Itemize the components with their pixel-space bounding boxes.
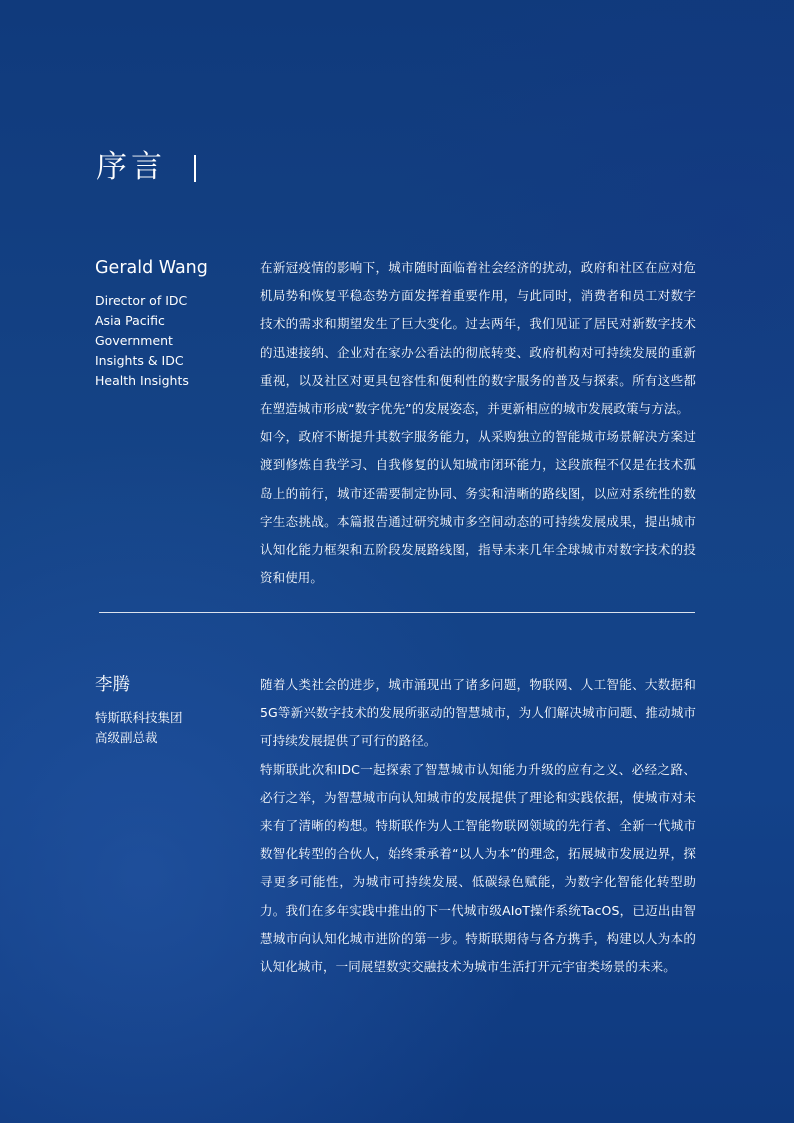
foreword-body	[260, 671, 696, 981]
paragraph: 特斯联此次和IDC一起探索了智慧城市认知能力升级的应有之义、必经之路、必行之举，为智慧城市向认知城市的发展提供了理论和实践依据，使城市对未来有了清晰的构想。特斯联作为人工智能物联网领域的先行者、全新一代城市数智化转型的合伙人，始终秉承着“以人为本”的理念，拓展城市发展边界，探寻更多可能性，为城市可持续发展、低碳绿色赋能，为数字化智能化转型助力。我们在多年实践中推出的下一代城市级AIoT操作系统TacOS，已迈出由智慧城市向认知化城市进阶的第一步。特斯联期待与各方携手，构建以人为本的认知化城市，一同展望数实交融技术为城市生活打开元宇宙类场景的未来。	[260, 761, 696, 975]
author-name: 李腾	[95, 675, 130, 695]
paragraph: 如今，政府不断提升其数字服务能力，从采购独立的智能城市场景解决方案过渡到修炼自我学习、自我修复的认知城市闭环能力，这段旅程不仅是在技术孤岛上的前行，城市还需要制定协同、务实和清晰的路线图，以应对系统性的数字生态挑战。本篇报告通过研究城市多空间动态的可持续发展成果，提出城市认知化能力框架和五阶段发展路线图，指导未来几年全球城市对数字技术的投资和使用。	[260, 429, 696, 586]
page-title: 序言	[96, 149, 166, 185]
author-block	[95, 254, 255, 391]
foreword-body	[260, 254, 696, 592]
paragraph: 随着人类社会的进步，城市涌现出了诸多问题，物联网、人工智能、大数据和5G等新兴数字技术的发展所驱动的智慧城市，为人们解决城市问题、推动城市可持续发展提供了可行的路径。	[260, 677, 696, 749]
author-block	[95, 671, 255, 748]
title-divider-bar	[194, 155, 196, 182]
author-role: 特斯联科技集团高级副总裁	[95, 710, 183, 745]
paragraph: 在新冠疫情的影响下，城市随时面临着社会经济的扰动，政府和社区在应对危机局势和恢复平稳态势方面发挥着重要作用，与此同时，消费者和员工对数字技术的需求和期望发生了巨大变化。过去两年，我们见证了居民对新数字技术的迅速接纳、企业对在家办公看法的彻底转变、政府机构对可持续发展的重新重视，以及社区对更具包容性和便利性的数字服务的普及与探索。所有这些都在塑造城市形成“数字优先”的发展姿态，并更新相应的城市发展政策与方法。	[260, 260, 696, 417]
page-title-row	[96, 142, 196, 192]
author-name: Gerald Wang	[95, 258, 208, 278]
section-divider	[99, 612, 695, 613]
author-role: Director of IDC Asia Pacific Government Insights & IDC Health Insights	[95, 293, 189, 388]
